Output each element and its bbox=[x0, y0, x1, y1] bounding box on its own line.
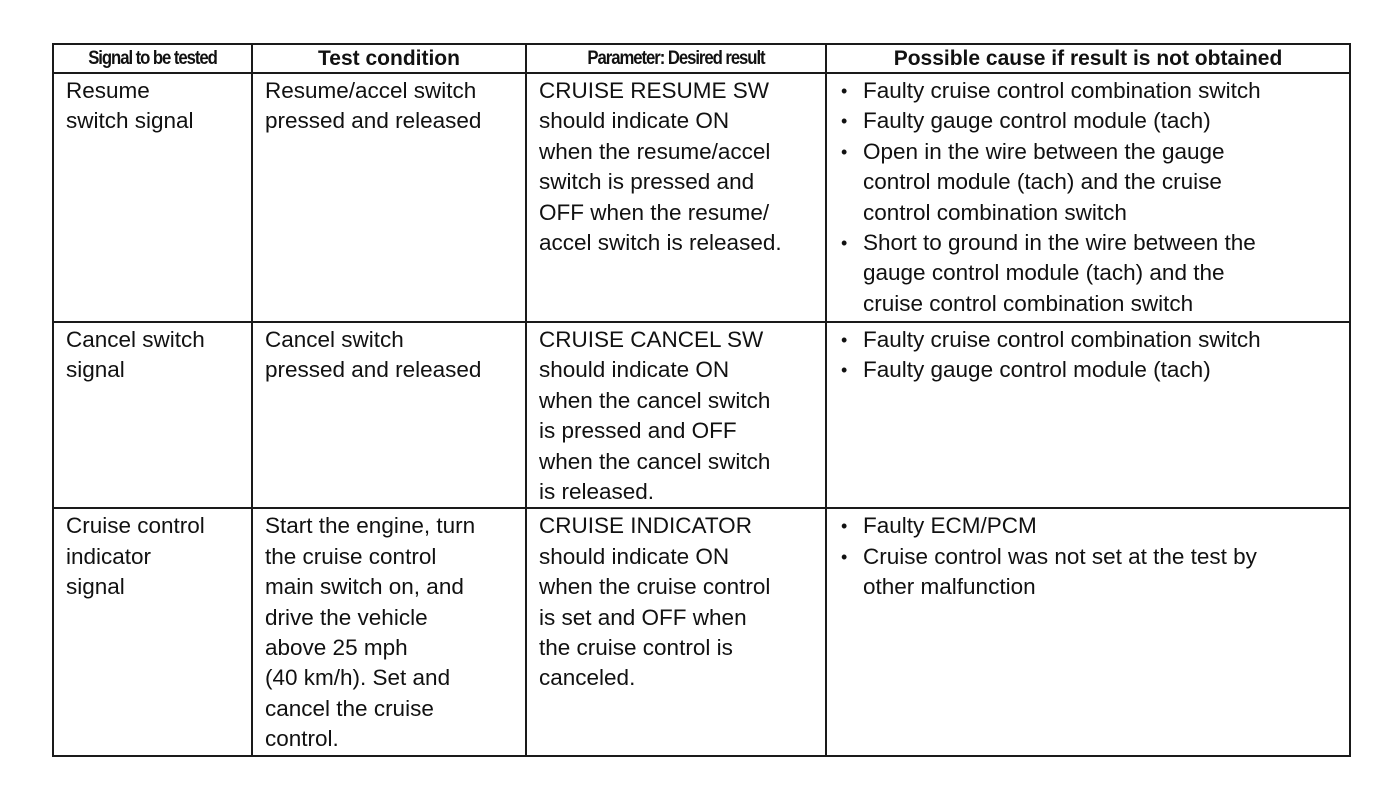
cause-item bbox=[839, 325, 1345, 355]
text-line: OFF when the resume/ bbox=[539, 199, 770, 225]
text-line: • Faulty cruise control combination switch bbox=[863, 78, 1261, 103]
signal-cell bbox=[53, 322, 252, 508]
text-line: the cruise control is bbox=[539, 635, 733, 661]
text-line: • Open in the wire between the gauge bbox=[863, 138, 1225, 164]
cause-item bbox=[839, 228, 1345, 319]
cause-item bbox=[839, 355, 1345, 385]
text-line: control combination switch bbox=[863, 199, 1127, 225]
condition-cell bbox=[252, 322, 526, 508]
text-line: pressed and released bbox=[265, 108, 482, 134]
text-line: control. bbox=[265, 726, 339, 752]
text-line: accel switch is released. bbox=[539, 230, 782, 256]
text-line: signal bbox=[66, 574, 125, 600]
condition-cell bbox=[252, 508, 526, 755]
text-line: Resume bbox=[66, 78, 150, 103]
table-row bbox=[53, 73, 1350, 322]
text-line: when the cancel switch bbox=[539, 387, 771, 413]
cause-item bbox=[839, 106, 1345, 136]
header-possible-cause: Possible cause if result is not obtained bbox=[826, 44, 1350, 73]
text-line: • Cruise control was not set at the test by bbox=[863, 543, 1257, 569]
text-line: Cancel switch bbox=[265, 327, 404, 352]
text-line: switch signal bbox=[66, 108, 194, 134]
text-line: other malfunction bbox=[863, 574, 1036, 600]
text-line: above 25 mph bbox=[265, 635, 408, 661]
text-line: when the cancel switch bbox=[539, 448, 771, 474]
header-row bbox=[53, 44, 1350, 73]
text-line: cruise control combination switch bbox=[863, 290, 1194, 316]
text-line: when the resume/accel bbox=[539, 138, 771, 164]
cause-item bbox=[839, 542, 1345, 603]
text-line: cancel the cruise bbox=[265, 695, 434, 721]
cause-list bbox=[839, 511, 1345, 602]
text-line: (40 km/h). Set and bbox=[265, 665, 451, 691]
condition-cell bbox=[252, 73, 526, 322]
text-line: • Faulty gauge control module (tach) bbox=[863, 108, 1211, 134]
diagnostic-table bbox=[52, 43, 1351, 757]
cause-cell bbox=[826, 322, 1350, 508]
text-line: signal bbox=[66, 357, 125, 383]
text-line: • Faulty ECM/PCM bbox=[863, 513, 1037, 539]
text-line: is set and OFF when bbox=[539, 604, 747, 630]
header-parameter: Parameter: Desired result bbox=[544, 44, 808, 73]
text-line: is pressed and OFF bbox=[539, 418, 737, 444]
text-line: Start the engine, turn bbox=[265, 513, 476, 539]
cause-cell bbox=[826, 73, 1350, 322]
text-line: should indicate ON bbox=[539, 108, 730, 134]
text-line: CRUISE INDICATOR bbox=[539, 513, 752, 539]
text-line: should indicate ON bbox=[539, 543, 730, 569]
text-line: • Faulty gauge control module (tach) bbox=[863, 357, 1211, 383]
text-line: CRUISE RESUME SW bbox=[539, 78, 770, 103]
text-line: main switch on, and bbox=[265, 574, 464, 600]
text-line: should indicate ON bbox=[539, 357, 730, 383]
signal-cell bbox=[53, 508, 252, 755]
table-row bbox=[53, 322, 1350, 508]
text-line: control module (tach) and the cruise bbox=[863, 169, 1222, 195]
text-line: indicator bbox=[66, 543, 152, 569]
cause-list bbox=[839, 325, 1345, 386]
cause-list bbox=[839, 76, 1345, 319]
result-cell bbox=[526, 73, 826, 322]
text-line: Cruise control bbox=[66, 513, 205, 539]
text-line: Cancel switch bbox=[66, 327, 205, 352]
cause-item bbox=[839, 137, 1345, 228]
header-signal: Signal to be tested bbox=[65, 44, 240, 73]
result-cell bbox=[526, 322, 826, 508]
text-line: the cruise control bbox=[265, 543, 437, 569]
cause-cell bbox=[826, 508, 1350, 755]
text-line: • Faulty cruise control combination switch bbox=[863, 327, 1261, 352]
cause-item bbox=[839, 511, 1345, 541]
table-row bbox=[53, 508, 1350, 755]
cause-item bbox=[839, 76, 1345, 106]
result-cell bbox=[526, 508, 826, 755]
text-line: Resume/accel switch bbox=[265, 78, 477, 103]
text-line: switch is pressed and bbox=[539, 169, 755, 195]
header-test-condition: Test condition bbox=[252, 44, 526, 73]
text-line: CRUISE CANCEL SW bbox=[539, 327, 764, 352]
text-line: drive the vehicle bbox=[265, 604, 428, 630]
text-line: when the cruise control bbox=[539, 574, 771, 600]
signal-cell bbox=[53, 73, 252, 322]
text-line: is released. bbox=[539, 479, 655, 505]
text-line: gauge control module (tach) and the bbox=[863, 260, 1225, 286]
text-line: pressed and released bbox=[265, 357, 482, 383]
text-line: • Short to ground in the wire between the bbox=[863, 230, 1256, 256]
text-line: canceled. bbox=[539, 665, 636, 691]
